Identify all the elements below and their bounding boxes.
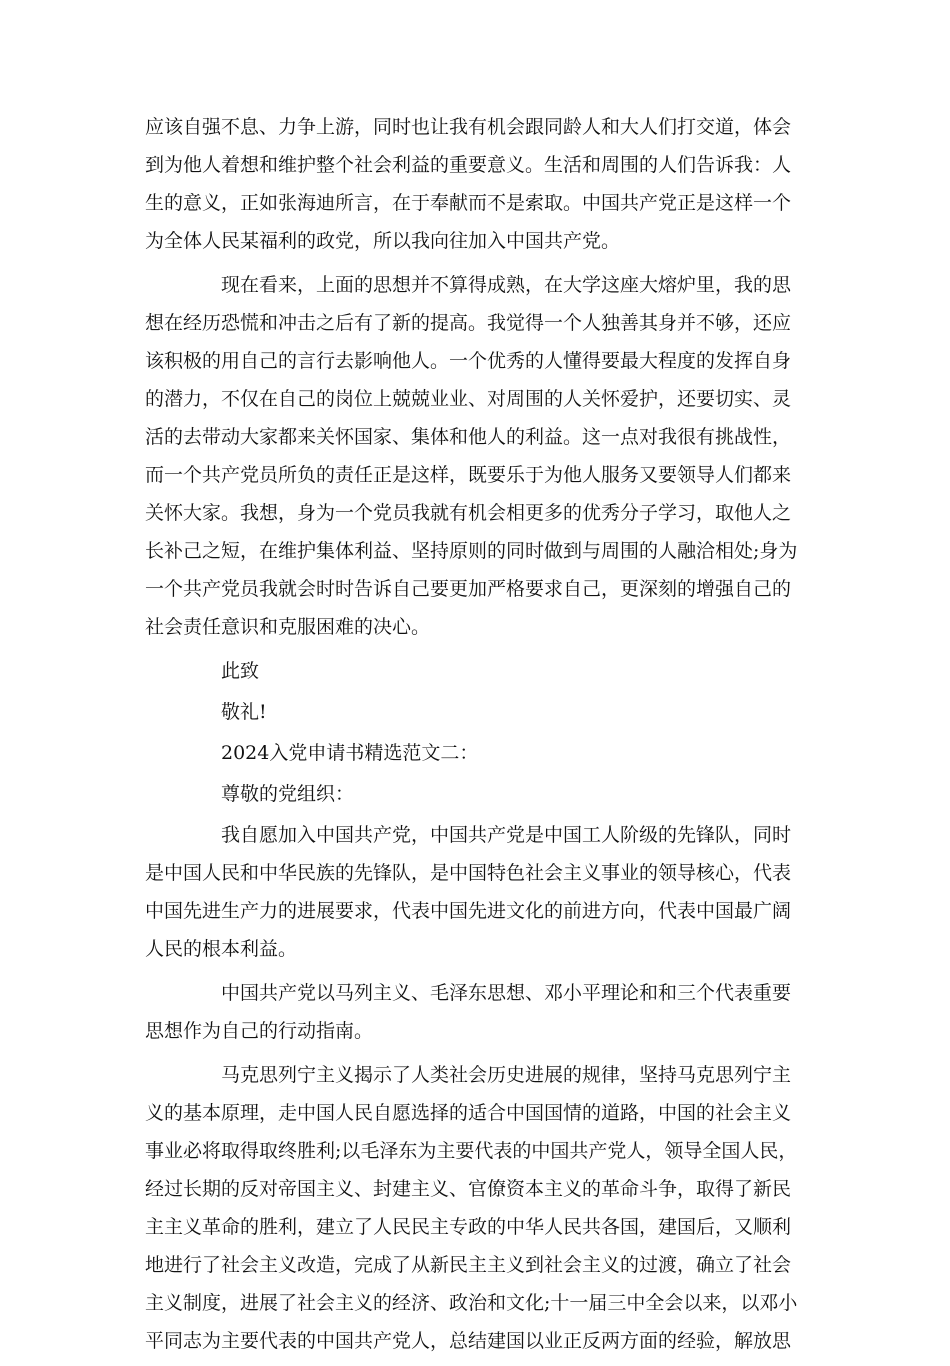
text-line: 应该自强不息、力争上游，同时也让我有机会跟同龄人和大人们打交道，体会 <box>145 116 792 138</box>
text-line: 主义制度，进展了社会主义的经济、政治和文化;十一届三中全会以来，以邓小 <box>145 1292 798 1314</box>
text-line: 关怀大家。我想，身为一个党员我就有机会相更多的优秀分子学习，取他人之 <box>145 502 792 524</box>
text-line: 地进行了社会主义改造，完成了从新民主主义到社会主义的过渡，确立了社会 <box>145 1254 792 1276</box>
paragraph-5 <box>145 1056 805 1360</box>
text-line: 活的去带动大家都来关怀国家、集体和他人的利益。这一点对我很有挑战性， <box>145 426 792 448</box>
section-heading: 2024入党申请书精选范文二： <box>221 742 479 764</box>
text-line: 平同志为主要代表的中国共产党人，总结建国以业正反两方面的经验，解放思 <box>145 1330 792 1352</box>
text-line: 我自愿加入中国共产党，中国共产党是中国工人阶级的先锋队，同时 <box>221 824 792 846</box>
text-line: 一个共产党员我就会时时告诉自己要更加严格要求自己，更深刻的增强自己的 <box>145 578 792 600</box>
text-line: 马克思列宁主义揭示了人类社会历史进展的规律，坚持马克思列宁主 <box>221 1064 792 1086</box>
text-line: 长补己之短，在维护集体利益、坚持原则的同时做到与周围的人融洽相处;身为 <box>145 540 798 562</box>
paragraph-4 <box>145 974 805 1050</box>
text-line: 而一个共产党员所负的责任正是这样，既要乐于为他人服务又要领导人们都来 <box>145 464 792 486</box>
salutation: 尊敬的党组织： <box>221 783 355 805</box>
text-line: 是中国人民和中华民族的先锋队，是中国特色社会主义事业的领导核心，代表 <box>145 862 792 884</box>
closing-ci-zhi: 此致 <box>221 660 260 682</box>
text-line: 主主义革命的胜利，建立了人民民主专政的中华人民共各国，建国后，又顺利 <box>145 1216 792 1238</box>
text-line: 该积极的用自己的言行去影响他人。一个优秀的人懂得要最大程度的发挥自身 <box>145 350 792 372</box>
paragraph-1 <box>145 108 805 260</box>
text-line: 事业必将取得取终胜利;以毛泽东为主要代表的中国共产党人，领导全国人民， <box>145 1140 798 1162</box>
text-line: 生的意义，正如张海迪所言，在于奉献而不是索取。中国共产党正是这样一个 <box>145 192 792 214</box>
text-line: 中国共产党以马列主义、毛泽东思想、邓小平理论和和三个代表重要 <box>221 982 792 1004</box>
text-line: 经过长期的反对帝国主义、封建主义、官僚资本主义的革命斗争，取得了新民 <box>145 1178 792 1200</box>
text-line: 义的基本原理，走中国人民自愿选择的适合中国国情的道路，中国的社会主义 <box>145 1102 792 1124</box>
text-line: 为全体人民某福利的政党，所以我向往加入中国共产党。 <box>145 230 621 252</box>
text-line: 的潜力，不仅在自己的岗位上兢兢业业、对周围的人关怀爱护，还要切实、灵 <box>145 388 792 410</box>
closing-jing-li: 敬礼! <box>221 701 267 723</box>
document-page <box>145 108 805 1366</box>
text-line: 人民的根本利益。 <box>145 938 298 960</box>
text-line: 思想作为自己的行动指南。 <box>145 1020 374 1042</box>
text-line: 中国先进生产力的进展要求，代表中国先进文化的前进方向，代表中国最广阔 <box>145 900 792 922</box>
text-line: 社会责任意识和克服困难的决心。 <box>145 616 431 638</box>
paragraph-3 <box>145 816 805 968</box>
text-line: 想在经历恐慌和冲击之后有了新的提高。我觉得一个人独善其身并不够，还应 <box>145 312 792 334</box>
paragraph-2 <box>145 266 805 646</box>
text-line: 到为他人着想和维护整个社会利益的重要意义。生活和周围的人们告诉我：人 <box>145 154 792 176</box>
text-line: 现在看来，上面的思想并不算得成熟，在大学这座大熔炉里，我的思 <box>221 274 792 296</box>
